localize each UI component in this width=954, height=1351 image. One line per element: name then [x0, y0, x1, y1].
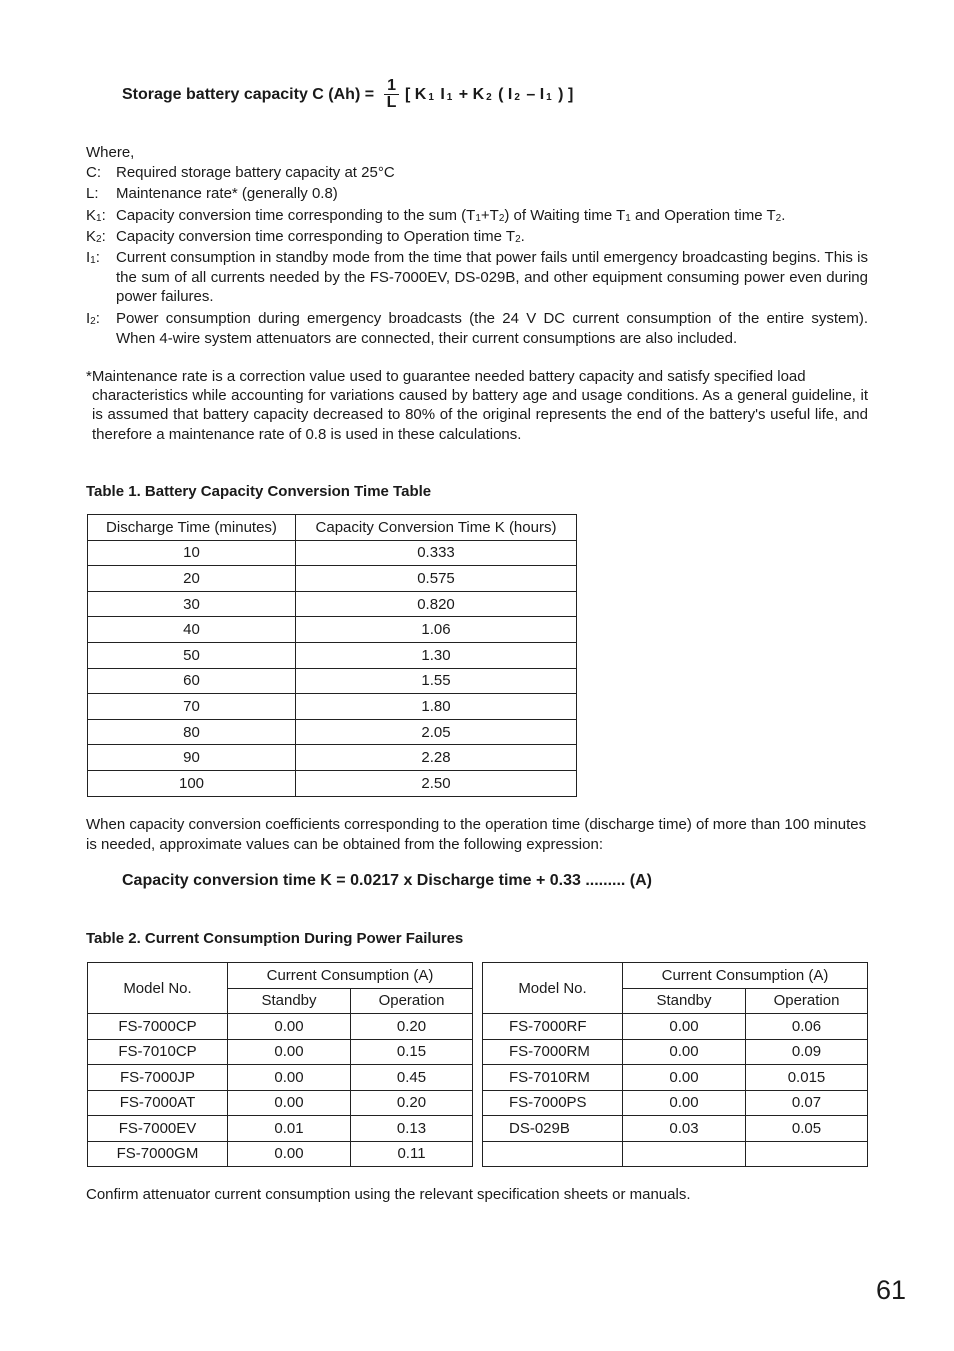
- definition-k2: $K_2$: Capacity conversion time corresponding to Operation time $T_2$.: [86, 228, 525, 245]
- formula-lhs: Storage battery capacity C (Ah) =: [122, 85, 375, 103]
- confirm-note: Confirm attenuator current consumption using the relevant specification sheets or manuals.: [86, 1186, 691, 1203]
- formula-rhs: [ K $_1$ I $_1$ + K $_2$ ( I $_2$ – I $_1$ ) ]: [404, 85, 574, 103]
- table-row: FS-7010CP 0.00 0.15: [88, 1039, 473, 1065]
- table2-caption: Table 2. Current Consumption During Power Failures: [86, 930, 464, 947]
- table-row: FS-7000RF 0.00 0.06: [483, 1014, 868, 1040]
- header-operation: Operation: [746, 988, 868, 1014]
- table-row: 70 1.80: [88, 694, 577, 720]
- header-standby: Standby: [228, 988, 351, 1014]
- table-row: FS-7000EV 0.01 0.13: [88, 1116, 473, 1142]
- header-operation: Operation: [351, 988, 473, 1014]
- maintenance-rate-note: *Maintenance rate is a correction value used to guarantee needed battery capacity and satisfy specified load characteristics while accounting for variations caused by battery age and usage conditions. As a general guideline, it is assumed that battery capacity decreased to 80% of the original represents the end of the battery's useful life, and therefore a maintenance rate of 0.8 is used in these calculations.: [86, 368, 868, 443]
- formula-fraction: [384, 78, 399, 111]
- definition-k1: $K_1$: Capacity conversion time corresponding to the sum $(T_1+T_2)$ of Waiting time $T_1$ and Operation time $T_2$.: [86, 207, 786, 224]
- where-label: Where,: [86, 144, 135, 161]
- definition-i1: $I_1$: Current consumption in standby mode from the time that power fails until emergency broadcasting begins. This is the sum of all currents needed by the FS-7000EV, DS-029B, and other equipment consuming power even during power failures.: [86, 249, 868, 305]
- table-row: 50 1.30: [88, 642, 577, 668]
- table-row: DS-029B 0.03 0.05: [483, 1116, 868, 1142]
- table-row: FS-7000JP 0.00 0.45: [88, 1065, 473, 1091]
- table-row: FS-7000AT 0.00 0.20: [88, 1090, 473, 1116]
- table1-header-conversion: Capacity Conversion Time K (hours): [296, 515, 577, 541]
- table-row: 60 1.55: [88, 668, 577, 694]
- header-model: Model No.: [483, 963, 623, 1014]
- fraction-numerator: 1: [384, 78, 399, 95]
- table-row: FS-7000PS 0.00 0.07: [483, 1090, 868, 1116]
- table-row: FS-7000GM 0.00 0.11: [88, 1141, 473, 1167]
- table-row: FS-7010RM 0.00 0.015: [483, 1065, 868, 1091]
- table-row: 10 0.333: [88, 540, 577, 566]
- table1-caption: Table 1. Battery Capacity Conversion Time Table: [86, 483, 432, 500]
- header-model: Model No.: [88, 963, 228, 1014]
- capacity-formula: [122, 78, 573, 111]
- table-row: 100 2.50: [88, 770, 577, 796]
- table-row: FS-7000CP 0.00 0.20: [88, 1014, 473, 1040]
- table-row: 90 2.28: [88, 745, 577, 771]
- approximation-paragraph: When capacity conversion coefficients corresponding to the operation time (discharge time) of more than 100 minutes is needed, approximate values can be obtained from the following expression:: [86, 816, 867, 853]
- table1-header-discharge: Discharge Time (minutes): [88, 515, 296, 541]
- definition-c: C: Required storage battery capacity at 25°C: [86, 164, 395, 181]
- header-standby: Standby: [623, 988, 746, 1014]
- table-row: 30 0.820: [88, 591, 577, 617]
- header-current: Current Consumption (A): [623, 963, 868, 989]
- definition-i2: $I_2$: Power consumption during emergency broadcasts (the 24 V DC current consumption of the entire system). When 4-wire system attenuators are connected, their current consumptions are also included.: [86, 310, 868, 347]
- table-row: 20 0.575: [88, 566, 577, 592]
- page-number: 61: [876, 1275, 907, 1305]
- definition-l: L: Maintenance rate* (generally 0.8): [86, 185, 338, 202]
- table-row: [483, 1141, 868, 1167]
- header-current: Current Consumption (A): [228, 963, 473, 989]
- table-row: 40 1.06: [88, 617, 577, 643]
- current-consumption-table-left: [87, 962, 473, 1167]
- table-row: 80 2.05: [88, 719, 577, 745]
- conversion-formula: Capacity conversion time K = 0.0217 x Discharge time + 0.33 ......... (A): [122, 872, 652, 889]
- table-row: FS-7000RM 0.00 0.09: [483, 1039, 868, 1065]
- fraction-denominator: L: [386, 94, 397, 111]
- current-consumption-table-right: [482, 962, 868, 1167]
- conversion-time-table: [87, 514, 577, 797]
